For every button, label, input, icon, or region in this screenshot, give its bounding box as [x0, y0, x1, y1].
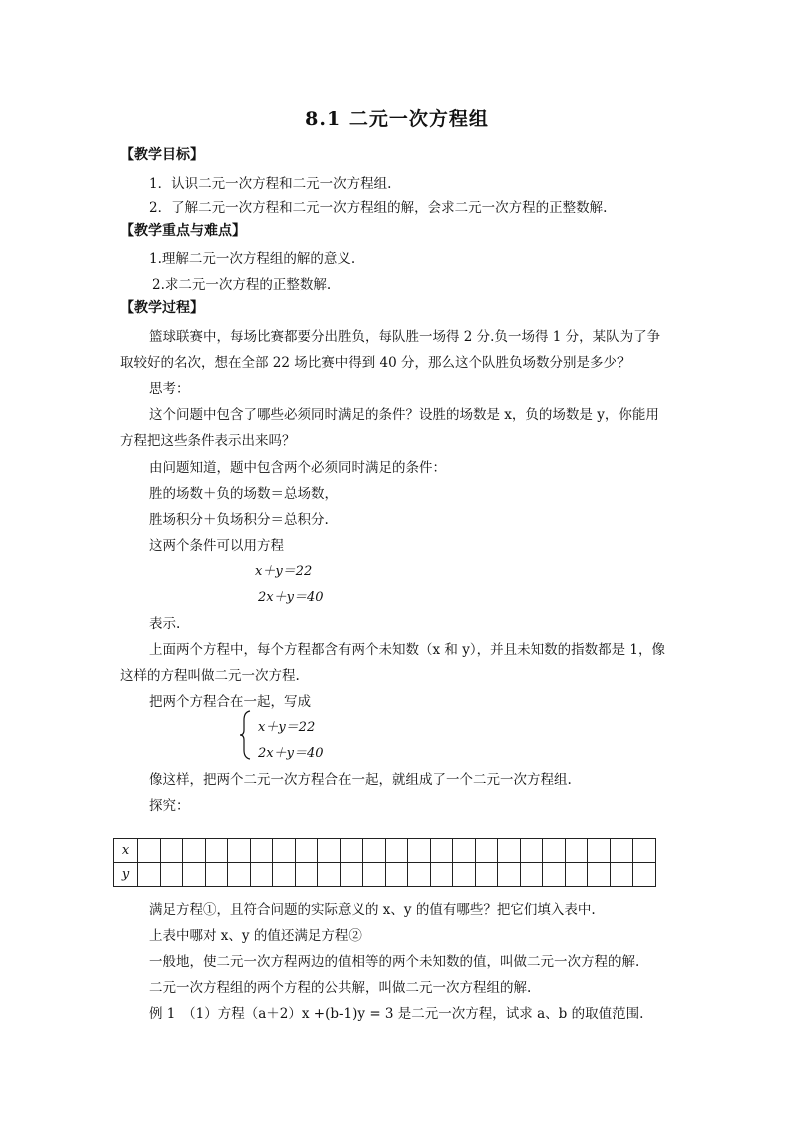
table-cell[interactable] — [273, 839, 296, 863]
table-cell[interactable] — [385, 839, 408, 863]
key-point-2: 2.求二元一次方程的正整数解. — [152, 277, 332, 293]
table-cell[interactable] — [340, 863, 363, 887]
paragraph-3: 由问题知道，题中包含两个必须同时满足的条件： — [149, 460, 446, 476]
table-cell[interactable] — [160, 863, 183, 887]
table-cell[interactable] — [408, 863, 431, 887]
table-cell[interactable] — [205, 863, 228, 887]
page-title: 8.1 二元一次方程组 — [305, 108, 489, 130]
paragraph-2a: 这个问题中包含了哪些必须同时满足的条件？设胜的场数是 x，负的场数是 y，你能用 — [149, 407, 659, 423]
table-cell[interactable] — [273, 863, 296, 887]
think-label: 思考： — [149, 381, 190, 397]
goal-1: 1．认识二元一次方程和二元一次方程组. — [149, 176, 392, 192]
goal-2: 2．了解二元一次方程和二元一次方程组的解，会求二元一次方程的正整数解. — [149, 200, 608, 216]
paragraph-12: 上表中哪对 x、y 的值还满足方程② — [149, 928, 362, 944]
system-equation-2: 2x＋y＝40 — [258, 746, 324, 761]
table-cell[interactable] — [610, 863, 633, 887]
table-cell[interactable] — [318, 863, 341, 887]
table-cell[interactable] — [430, 839, 453, 863]
table-cell[interactable] — [565, 839, 588, 863]
paragraph-8b: 这样的方程叫做二元一次方程. — [120, 668, 300, 684]
table-cell[interactable] — [183, 839, 206, 863]
table-cell[interactable] — [453, 863, 476, 887]
key-point-1: 1.理解二元一次方程组的解的意义. — [149, 251, 356, 267]
row-label: y — [114, 863, 138, 887]
table-cell[interactable] — [588, 863, 611, 887]
row-label: x — [114, 839, 138, 863]
table-cell[interactable] — [183, 863, 206, 887]
table-cell[interactable] — [498, 839, 521, 863]
table-cell[interactable] — [250, 863, 273, 887]
paragraph-13: 一般地，使二元一次方程两边的值相等的两个未知数的值，叫做二元一次方程的解. — [149, 954, 640, 970]
paragraph-10: 像这样，把两个二元一次方程合在一起，就组成了一个二元一次方程组. — [149, 772, 572, 788]
table-cell[interactable] — [228, 863, 251, 887]
paragraph-2b: 方程把这些条件表示出来吗？ — [120, 433, 296, 449]
paragraph-9: 把两个方程合在一起，写成 — [149, 694, 311, 710]
table-cell[interactable] — [138, 863, 161, 887]
table-cell[interactable] — [565, 863, 588, 887]
table-cell[interactable] — [520, 863, 543, 887]
equation-2: 2x＋y＝40 — [258, 590, 324, 605]
table-cell[interactable] — [228, 839, 251, 863]
table-cell[interactable] — [318, 839, 341, 863]
table-cell[interactable] — [250, 839, 273, 863]
table-cell[interactable] — [295, 863, 318, 887]
table-cell[interactable] — [588, 839, 611, 863]
table-cell[interactable] — [340, 839, 363, 863]
table-cell[interactable] — [138, 839, 161, 863]
paragraph-11: 满足方程①，且符合问题的实际意义的 x、y 的值有哪些？把它们填入表中. — [149, 902, 596, 918]
table-cell[interactable] — [160, 839, 183, 863]
table-cell[interactable] — [363, 839, 386, 863]
key-heading: 【教学重点与难点】 — [120, 223, 246, 239]
table-cell[interactable] — [363, 863, 386, 887]
table-cell[interactable] — [205, 839, 228, 863]
table-cell[interactable] — [610, 839, 633, 863]
paragraph-1b: 取较好的名次，想在全部 22 场比赛中得到 40 分，那么这个队胜负场数分别是多少？ — [120, 355, 631, 371]
table-cell[interactable] — [543, 839, 566, 863]
equation-1: x＋y＝22 — [255, 564, 313, 579]
table-cell[interactable] — [475, 839, 498, 863]
system-equation-1: x＋y＝22 — [258, 720, 316, 735]
table-cell[interactable] — [633, 839, 656, 863]
table-cell[interactable] — [520, 839, 543, 863]
table-cell[interactable] — [633, 863, 656, 887]
table-row — [114, 839, 656, 863]
table-cell[interactable] — [543, 863, 566, 887]
table-cell[interactable] — [385, 863, 408, 887]
paragraph-6: 这两个条件可以用方程 — [149, 538, 284, 554]
paragraph-4: 胜的场数＋负的场数＝总场数， — [149, 486, 338, 502]
table-cell[interactable] — [408, 839, 431, 863]
table-cell[interactable] — [475, 863, 498, 887]
process-heading: 【教学过程】 — [120, 300, 204, 316]
table-cell[interactable] — [295, 839, 318, 863]
table-cell[interactable] — [430, 863, 453, 887]
paragraph-8a: 上面两个方程中，每个方程都含有两个未知数（x 和 y），并且未知数的指数都是 1，像 — [149, 642, 665, 658]
paragraph-14: 二元一次方程组的两个方程的公共解，叫做二元一次方程组的解. — [149, 980, 532, 996]
paragraph-7: 表示. — [149, 616, 181, 632]
left-brace — [240, 710, 252, 760]
table-row — [114, 863, 656, 887]
table-cell[interactable] — [498, 863, 521, 887]
explore-label: 探究： — [149, 798, 190, 814]
goals-heading: 【教学目标】 — [120, 147, 204, 163]
value-table — [113, 838, 656, 887]
table-cell[interactable] — [453, 839, 476, 863]
paragraph-5: 胜场积分＋负场积分＝总积分. — [149, 512, 329, 528]
example-1: 例 1 （1）方程（a＋2）x +(b-1)y = 3 是二元一次方程，试求 a、b 的取值范围. — [149, 1006, 644, 1022]
paragraph-1a: 篮球联赛中，每场比赛都要分出胜负，每队胜一场得 2 分.负一场得 1 分，某队为了争 — [149, 329, 661, 345]
